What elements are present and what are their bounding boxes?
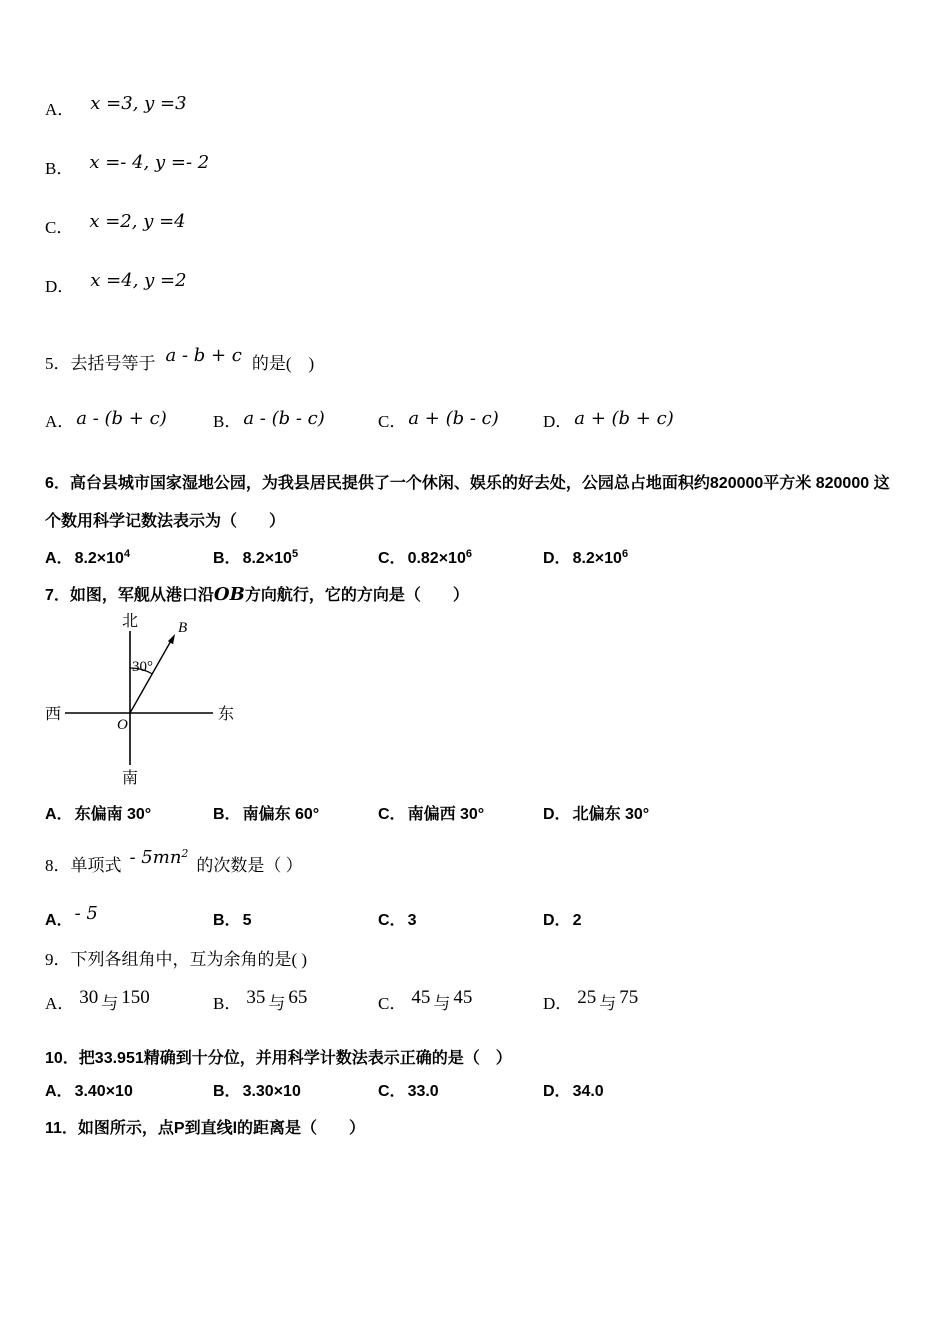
- option-expression: a - (b - c): [243, 408, 325, 429]
- inline-math-expression: [130, 847, 189, 868]
- origin-label: O: [117, 717, 128, 733]
- question-10-title: 10．把33.951精确到十分位，并用科学计数法表示正确的是（ ）: [45, 1050, 512, 1067]
- option-label: D．: [543, 550, 571, 567]
- question-7-title: [45, 582, 905, 609]
- q4-option-b: [45, 152, 905, 181]
- option-label: C．: [378, 994, 407, 1013]
- south-label: 南: [121, 770, 139, 787]
- option-value: 0.82×10: [407, 550, 466, 567]
- option-label: B．: [213, 412, 242, 431]
- option-d: [543, 907, 905, 934]
- option-label: A．: [45, 550, 73, 567]
- question-5-title: [45, 345, 905, 379]
- conjunction: 与: [433, 994, 451, 1013]
- question-text: 7．如图，军舰从港口沿: [45, 587, 214, 604]
- option-d: [543, 803, 905, 827]
- option-expression: a - (b + c): [76, 408, 167, 429]
- q4-option-d: [45, 270, 905, 299]
- option-value: 33.0: [407, 1083, 439, 1100]
- option-a: [45, 541, 213, 572]
- option-d: [543, 409, 905, 435]
- option-expression: x =4, y =2: [90, 270, 187, 291]
- option-expression: x =2, y =4: [89, 211, 186, 232]
- option-a: [45, 803, 213, 827]
- option-label: B．: [213, 1083, 241, 1100]
- option-value: 8.2×10: [74, 550, 124, 567]
- angle-value: 30: [79, 987, 99, 1008]
- option-value: 东偏南 30°: [74, 806, 152, 823]
- question-6-options: [45, 541, 905, 572]
- monomial-base: - 5mn: [129, 847, 182, 868]
- question-10-options: [45, 1080, 905, 1104]
- question-text: 的次数是（ ）: [196, 856, 303, 875]
- option-value: 5: [242, 912, 252, 929]
- option-label: A．: [45, 994, 75, 1013]
- option-c: [378, 1080, 543, 1104]
- option-label: D．: [543, 1083, 571, 1100]
- question-text: 的是( ): [251, 354, 315, 373]
- angle-value: 45: [453, 987, 473, 1008]
- angle-label: 30°: [132, 659, 153, 675]
- option-label: B．: [213, 806, 241, 823]
- angle-value: 45: [411, 987, 431, 1008]
- q4-option-a: [45, 93, 905, 122]
- option-value: 南偏西 30°: [407, 806, 485, 823]
- option-d: [543, 1080, 905, 1104]
- option-c: [378, 541, 543, 572]
- option-d: [543, 541, 905, 572]
- option-label: D．: [543, 912, 571, 929]
- exponent: 6: [465, 548, 472, 560]
- question-9-title: 9．下列各组角中，互为余角的是( ): [45, 950, 308, 969]
- option-value: 34.0: [572, 1083, 604, 1100]
- option-value: 8.2×10: [572, 550, 622, 567]
- conjunction: 与: [599, 994, 617, 1013]
- angle-value: 150: [121, 987, 150, 1008]
- option-label: D．: [45, 277, 75, 296]
- inline-math-expression: a - b + c: [165, 345, 242, 366]
- angle-value: 35: [246, 987, 266, 1008]
- question-6-title: 6．高台县城市国家湿地公园，为我县居民提供了一个休闲、娱乐的好去处，公园总占地面积约820000平方米 820000 这个数用科学记数法表示为（ ）: [45, 475, 890, 530]
- angle-value: 65: [288, 987, 308, 1008]
- option-label: A．: [45, 100, 75, 119]
- option-c: [378, 987, 543, 1018]
- option-value: 3.30×10: [242, 1083, 301, 1100]
- exponent: 4: [123, 548, 131, 560]
- option-expression: a + (b - c): [408, 408, 499, 429]
- angle-value: 25: [577, 987, 597, 1008]
- option-a: [45, 1080, 213, 1104]
- option-label: D．: [543, 994, 573, 1013]
- conjunction: 与: [268, 994, 286, 1013]
- option-label: B．: [213, 994, 242, 1013]
- option-value: - 5: [74, 903, 98, 924]
- option-b: [213, 409, 378, 435]
- east-label: 东: [218, 706, 235, 723]
- option-b: [213, 907, 378, 934]
- option-b: [213, 987, 378, 1018]
- question-8-title: [45, 847, 905, 881]
- option-label: C．: [378, 912, 406, 929]
- option-label: A．: [45, 412, 75, 431]
- option-label: C．: [45, 218, 74, 237]
- option-a: [45, 903, 213, 934]
- option-label: B．: [213, 550, 241, 567]
- question-5-options: [45, 409, 905, 435]
- option-b: [213, 541, 378, 572]
- option-label: C．: [378, 412, 407, 431]
- option-expression: x =3, y =3: [90, 93, 187, 114]
- question-9-options: [45, 987, 905, 1018]
- option-label: D．: [543, 412, 573, 431]
- option-b: [213, 803, 378, 827]
- option-label: D．: [543, 806, 571, 823]
- option-a: [45, 409, 213, 435]
- q4-option-c: [45, 211, 905, 240]
- west-label: 西: [45, 706, 62, 723]
- option-a: [45, 987, 213, 1018]
- exponent: 6: [621, 548, 629, 560]
- exponent: 5: [291, 548, 299, 560]
- exponent: 2: [181, 847, 189, 860]
- option-label: C．: [378, 1083, 406, 1100]
- option-value: 3: [407, 912, 417, 929]
- point-b-label: B: [178, 620, 188, 636]
- option-expression: a + (b + c): [574, 408, 674, 429]
- option-c: [378, 907, 543, 934]
- inline-math-variable: OB: [213, 584, 245, 605]
- option-label: A．: [45, 1083, 73, 1100]
- question-11-title: 11．如图所示，点P到直线l的距离是（ ）: [45, 1120, 366, 1137]
- option-label: B．: [213, 912, 241, 929]
- compass-direction-figure: [45, 613, 257, 791]
- option-value: 8.2×10: [242, 550, 292, 567]
- option-label: C．: [378, 806, 406, 823]
- option-label: B．: [45, 159, 74, 178]
- option-value: 2: [572, 912, 582, 929]
- angle-value: 75: [619, 987, 639, 1008]
- option-label: A．: [45, 912, 73, 929]
- question-text: 5．去括号等于: [45, 354, 156, 373]
- question-7-options: [45, 803, 905, 827]
- option-expression: x =- 4, y =- 2: [89, 152, 210, 173]
- option-value: 3.40×10: [74, 1083, 133, 1100]
- ray-arrowhead: [168, 634, 175, 644]
- option-value: 北偏东 30°: [572, 806, 650, 823]
- option-d: [543, 987, 905, 1018]
- option-label: A．: [45, 806, 73, 823]
- option-b: [213, 1080, 378, 1104]
- question-text: 8．单项式: [45, 856, 122, 875]
- question-text: 方向航行，它的方向是（ ）: [244, 587, 469, 604]
- option-c: [378, 803, 543, 827]
- option-c: [378, 409, 543, 435]
- ray-ob: [130, 639, 172, 713]
- option-value: 南偏东 60°: [242, 806, 320, 823]
- option-label: C．: [378, 550, 406, 567]
- north-label: 北: [121, 613, 139, 630]
- conjunction: 与: [101, 994, 119, 1013]
- question-8-options: [45, 903, 905, 934]
